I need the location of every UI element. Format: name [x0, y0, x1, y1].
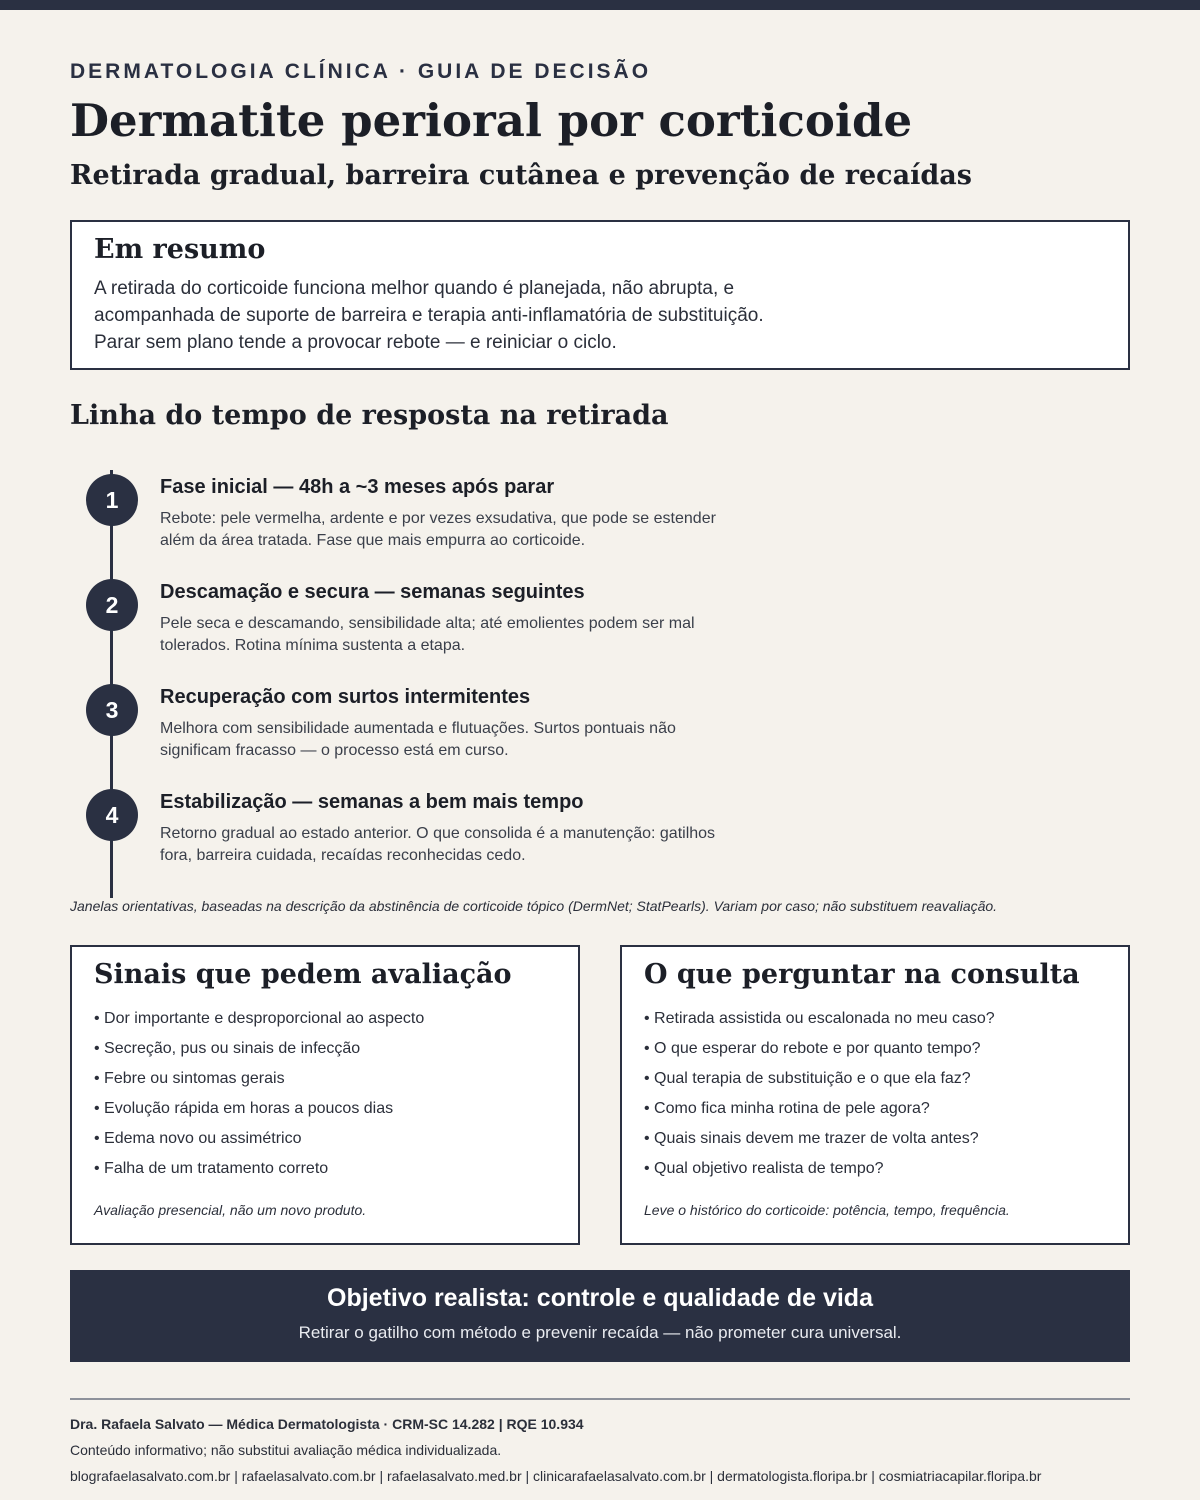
warning-list	[94, 1004, 556, 1184]
list-item: • Como fica minha rotina de pele agora?	[644, 1094, 1106, 1124]
list-item: • Febre ou sintomas gerais	[94, 1064, 556, 1094]
footer-divider	[70, 1398, 1130, 1400]
list-item: • Qual objetivo realista de tempo?	[644, 1154, 1106, 1184]
banner-subtitle: Retirar o gatilho com método e prevenir recaída — não prometer cura universal.	[298, 1323, 902, 1342]
step-number-badge: 1	[86, 474, 138, 526]
summary-line: acompanhada de suporte de barreira e terapia anti-inflamatória de substituição.	[94, 305, 764, 326]
step-description: Retorno gradual ao estado anterior. O que consolida é a manutenção: gatilhos fora, barreira cuidada, recaídas reconhecidas cedo.	[160, 825, 716, 864]
summary-heading: Em resumo	[94, 234, 266, 265]
list-item: • O que esperar do rebote e por quanto tempo?	[644, 1034, 1106, 1064]
list-item: • Dor importante e desproporcional ao aspecto	[94, 1004, 556, 1034]
footer-disclaimer: Conteúdo informativo; não substitui avaliação médica individualizada.	[70, 1442, 502, 1458]
summary-line: A retirada do corticoide funciona melhor quando é planejada, não abrupta, e	[94, 278, 735, 299]
kicker: DERMATOLOGIA CLÍNICA · GUIA DE DECISÃO	[70, 60, 652, 83]
warning-card-heading: Sinais que pedem avaliação	[94, 959, 512, 990]
questions-card-heading: O que perguntar na consulta	[644, 959, 1080, 990]
list-item: • Qual terapia de substituição e o que ela faz?	[644, 1064, 1106, 1094]
step-description: Pele seca e descamando, sensibilidade alta; até emolientes podem ser mal tolerados. Rotina mínima sustenta a etapa.	[160, 615, 695, 654]
step-number-badge: 3	[86, 684, 138, 736]
top-accent-bar	[0, 0, 1200, 10]
timeline-note: Janelas orientativas, baseadas na descrição da abstinência de corticoide tópico (DermNet; StatPearls). Variam por caso; não substituem reavaliação.	[70, 898, 998, 914]
page-subtitle: Retirada gradual, barreira cutânea e prevenção de recaídas	[70, 160, 972, 191]
summary-box	[70, 220, 1130, 370]
step-number-badge: 4	[86, 789, 138, 841]
list-item: • Retirada assistida ou escalonada no meu caso?	[644, 1004, 1106, 1034]
list-item: • Edema novo ou assimétrico	[94, 1124, 556, 1154]
step-description: Melhora com sensibilidade aumentada e flutuações. Surtos pontuais não significam fracasso — o processo está em curso.	[160, 720, 676, 759]
step-title: Estabilização — semanas a bem mais tempo	[160, 791, 584, 813]
consult-questions-card	[620, 945, 1130, 1245]
goal-banner	[70, 1270, 1130, 1362]
step-title: Descamação e secura — semanas seguintes	[160, 581, 585, 603]
questions-card-note: Leve o histórico do corticoide: potência, tempo, frequência.	[644, 1202, 1010, 1218]
page-title: Dermatite perioral por corticoide	[70, 94, 913, 147]
summary-line: Parar sem plano tende a provocar rebote — e reiniciar o ciclo.	[94, 332, 617, 353]
timeline-heading: Linha do tempo de resposta na retirada	[70, 400, 669, 431]
warning-signs-card	[70, 945, 580, 1245]
step-description: Rebote: pele vermelha, ardente e por vezes exsudativa, que pode se estender além da área tratada. Fase que mais empurra ao corticoide.	[160, 510, 716, 549]
footer-author: Dra. Rafaela Salvato — Médica Dermatologista · CRM-SC 14.282 | RQE 10.934	[70, 1416, 584, 1432]
footer-sites: blografaelasalvato.com.br | rafaelasalvato.com.br | rafaelasalvato.med.br | clinicarafaelasalvato.com.br | dermatologista.floripa.br | cosmiatriacapilar.floripa.br	[70, 1468, 1042, 1484]
step-title: Recuperação com surtos intermitentes	[160, 686, 531, 708]
list-item: • Secreção, pus ou sinais de infecção	[94, 1034, 556, 1064]
list-item: • Evolução rápida em horas a poucos dias	[94, 1094, 556, 1124]
list-item: • Falha de um tratamento correto	[94, 1154, 556, 1184]
list-item: • Quais sinais devem me trazer de volta antes?	[644, 1124, 1106, 1154]
step-title: Fase inicial — 48h a ~3 meses após parar	[160, 476, 555, 498]
warning-card-note: Avaliação presencial, não um novo produto.	[94, 1202, 367, 1218]
summary-text	[94, 275, 1106, 356]
banner-title: Objetivo realista: controle e qualidade de vida	[327, 1284, 873, 1312]
step-number-badge: 2	[86, 579, 138, 631]
questions-list	[644, 1004, 1106, 1184]
